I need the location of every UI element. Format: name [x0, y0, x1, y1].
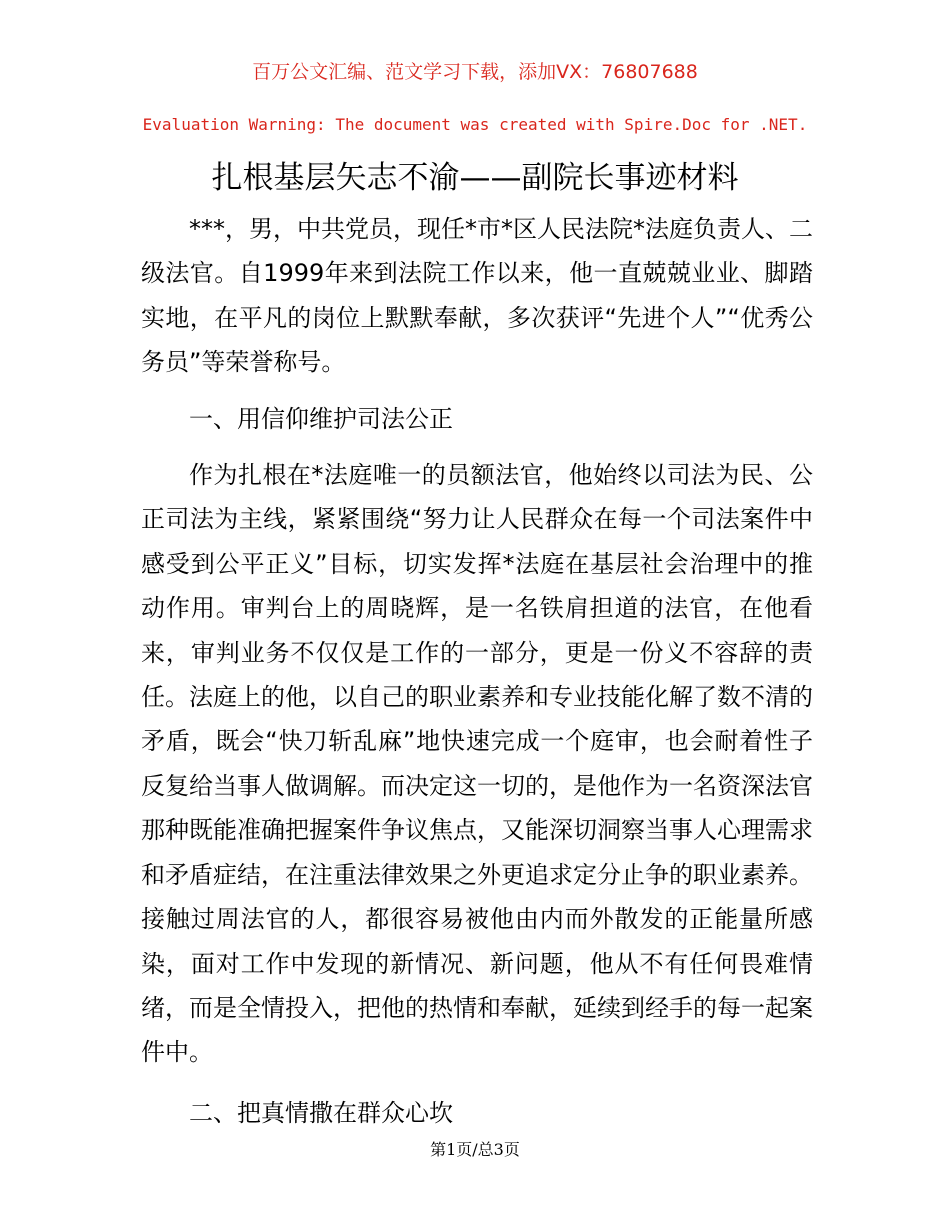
paragraph-intro: ***，男，中共党员，现任*市*区人民法院*法庭负责人、二级法官。自1999年来到法院工作以来，他一直兢兢业业、脚踏实地，在平凡的岗位上默默奉献，多次获评“先进个人”“优秀公务员”等荣誉称号。 — [141, 215, 813, 377]
section-heading-1: 一、用信仰维护司法公正 — [189, 404, 453, 433]
page-footer: 第1页/总3页 — [430, 1140, 520, 1159]
section-heading-2: 二、把真情撒在群众心坎 — [189, 1098, 453, 1127]
document-title: 扎根基层矢志不渝——副院长事迹材料 — [211, 160, 739, 196]
document-body — [141, 207, 813, 1135]
header-banner: 百万公文汇编、范文学习下载，添加VX：76807688 — [252, 61, 698, 83]
evaluation-warning: Evaluation Warning: The document was created with Spire.Doc for .NET. — [142, 115, 808, 134]
paragraph-section-1: 作为扎根在*法庭唯一的员额法官，他始终以司法为民、公正司法为主线，紧紧围绕“努力让人民群众在每一个司法案件中感受到公平正义”目标，切实发挥*法庭在基层社会治理中的推动作用。审判台上的周晓辉，是一名铁肩担道的法官，在他看来，审判业务不仅仅是工作的一部分，更是一份义不容辞的责任。法庭上的他，以自己的职业素养和专业技能化解了数不清的矛盾，既会“快刀斩乱麻”地快速完成一个庭审，也会耐着性子反复给当事人做调解。而决定这一切的，是他作为一名资深法官那种既能准确把握案件争议焦点，又能深切洞察当事人心理需求和矛盾症结，在注重法律效果之外更追求定分止争的职业素养。接触过周法官的人，都很容易被他由内而外散发的正能量所感染，面对工作中发现的新情况、新问题，他从不有任何畏难情绪，而是全情投入，把他的热情和奉献，延续到经手的每一起案件中。 — [141, 461, 813, 1067]
